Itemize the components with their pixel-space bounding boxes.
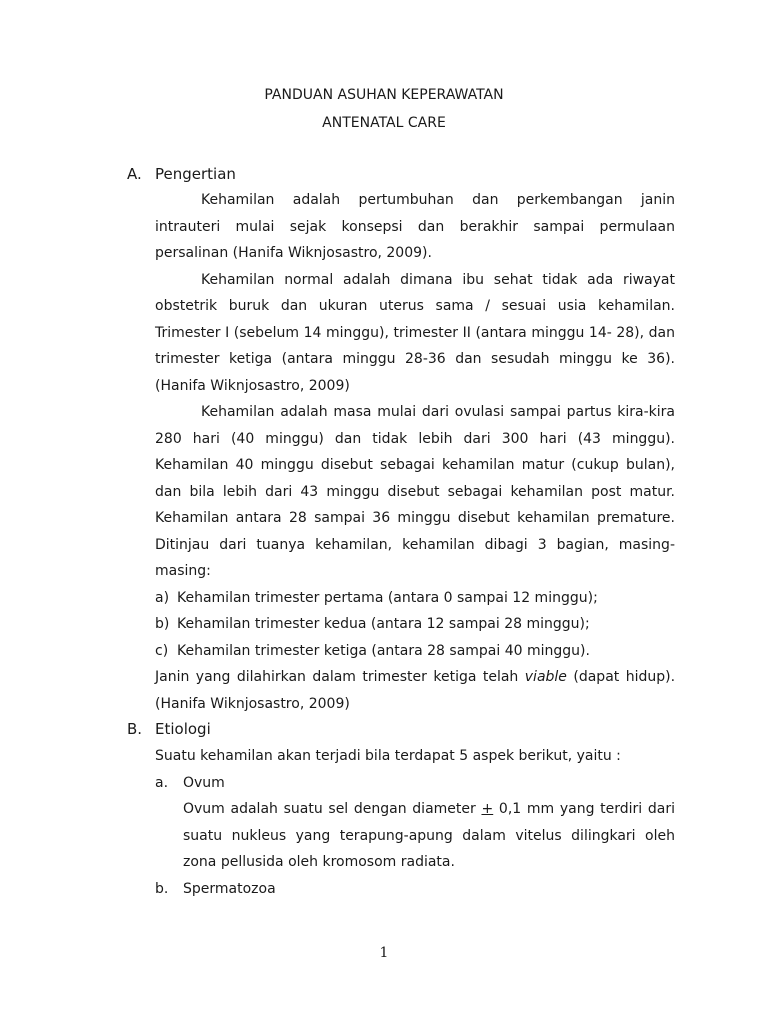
section-a-body xyxy=(155,187,675,717)
list-item-text: Kehamilan trimester ketiga (antara 28 sampai 40 minggu). xyxy=(177,642,590,659)
paragraph: Kehamilan normal adalah dimana ibu sehat tidak ada riwayat obstetrik buruk dan ukuran uterus sama / sesuai usia kehamilan. Trimester I (sebelum 14 minggu), trimester II (antara minggu 14- 28), dan trimester ketiga (antara minggu 28-36 dan sesudah minggu ke 36). (Hanifa Wiknjosastro, 2009) xyxy=(155,271,675,394)
list-item xyxy=(155,876,675,903)
section-b-heading xyxy=(127,719,211,739)
list-item-text: Kehamilan trimester pertama (antara 0 sampai 12 minggu); xyxy=(177,589,598,606)
closing-text-before: Janin yang dilahirkan dalam trimester ketiga telah xyxy=(155,669,519,685)
paragraph: Kehamilan adalah pertumbuhan dan perkembangan janin intrauteri mulai sejak konsepsi dan berakhir sampai permulaan persalinan (Hanifa Wiknjosastro, 2009). xyxy=(155,192,675,261)
section-a-letter: A. xyxy=(127,165,142,183)
list-marker: b) xyxy=(155,616,170,632)
section-a-title: Pengertian xyxy=(155,165,236,183)
document-subtitle: ANTENATAL CARE xyxy=(322,115,446,131)
list-item xyxy=(155,611,675,638)
ovum-text-after: 0,1 mm yang terdiri dari suatu nukleus yang terapung-apung dalam vitelus dilingkari oleh zona pellusida oleh kromosom radiata. xyxy=(183,801,675,870)
paragraph: Kehamilan adalah masa mulai dari ovulasi sampai partus kira-kira 280 hari (40 minggu) dan tidak lebih dari 300 hari (43 minggu). Kehamilan 40 minggu disebut sebagai kehamilan matur (cukup bulan), dan bila lebih dari 43 minggu disebut sebagai kehamilan post matur. Kehamilan antara 28 sampai 36 minggu disebut kehamilan premature. Ditinjau dari tuanya kehamilan, kehamilan dibagi 3 bagian, masing-masing: xyxy=(155,404,675,579)
closing-paragraph xyxy=(155,664,675,717)
section-b-title: Etiologi xyxy=(155,720,211,738)
section-a-heading xyxy=(127,164,236,184)
closing-text-after: (dapat hidup). (Hanifa Wiknjosastro, 2009) xyxy=(155,669,676,712)
section-b-intro: Suatu kehamilan akan terjadi bila terdapat 5 aspek berikut, yaitu : xyxy=(155,748,621,764)
list-item xyxy=(155,770,675,797)
section-b-letter: B. xyxy=(127,720,143,738)
page-number: 1 xyxy=(379,945,389,961)
section-b-body xyxy=(155,743,675,902)
list-item-label: Spermatozoa xyxy=(183,880,276,897)
list-item-label: Ovum xyxy=(183,774,225,791)
document-title: PANDUAN ASUHAN KEPERAWATAN xyxy=(264,87,504,103)
list-item xyxy=(155,638,675,665)
viable-term: viable xyxy=(524,669,567,685)
plus-minus-symbol: + xyxy=(481,801,494,817)
list-marker: b. xyxy=(155,880,169,897)
ovum-text-before: Ovum adalah suatu sel dengan diameter xyxy=(183,801,476,817)
list-marker: a. xyxy=(155,774,169,791)
ovum-description xyxy=(155,796,675,876)
list-item xyxy=(155,585,675,612)
list-item-text: Kehamilan trimester kedua (antara 12 sampai 28 minggu); xyxy=(177,616,590,632)
list-marker: a) xyxy=(155,589,170,606)
list-marker: c) xyxy=(155,642,169,659)
